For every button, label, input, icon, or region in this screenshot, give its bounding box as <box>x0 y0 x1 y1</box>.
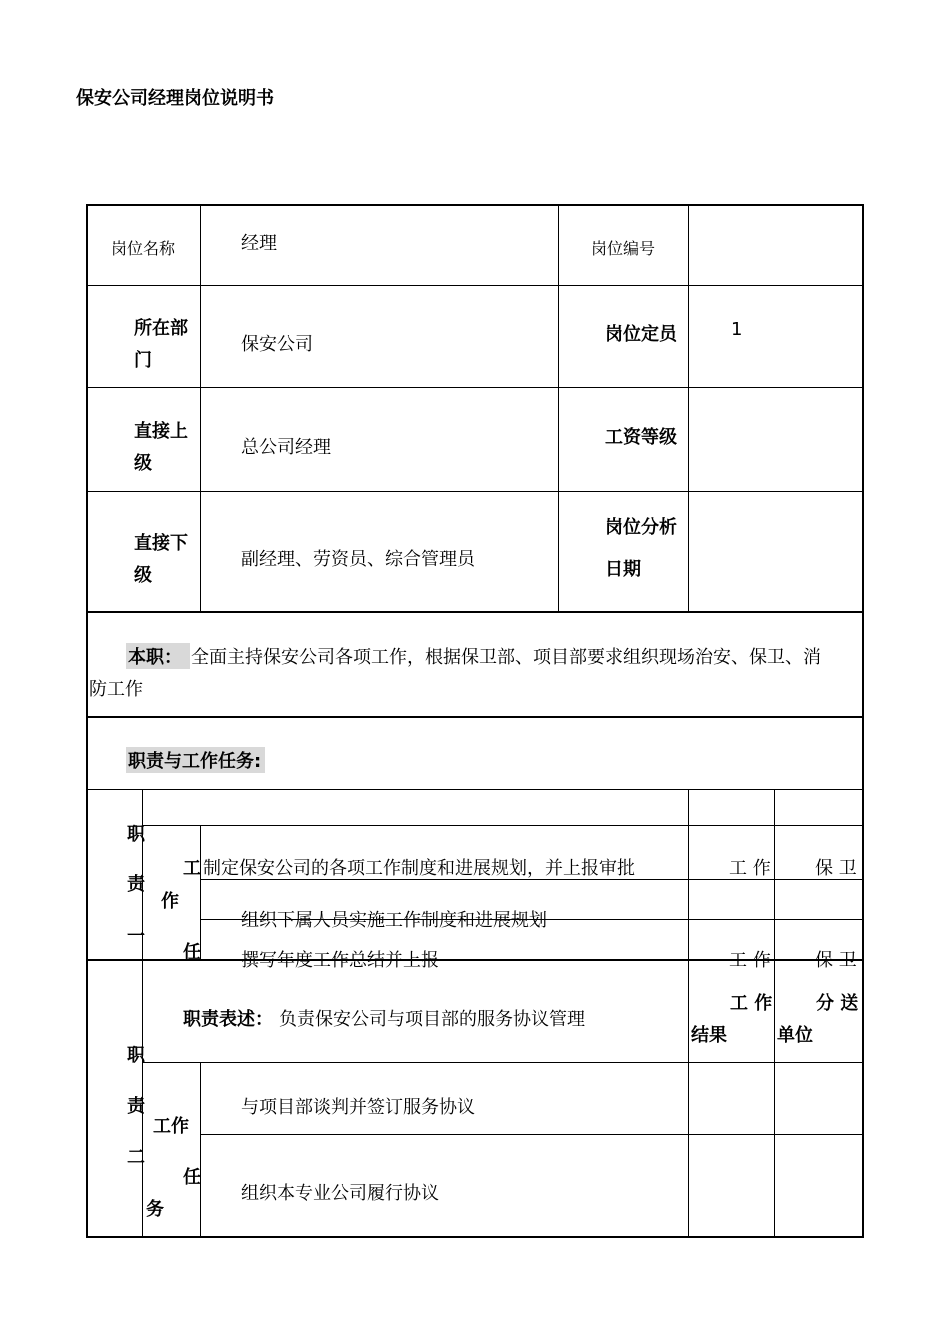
section-one-side-label-2: 责 <box>127 874 145 895</box>
department-label-line2: 门 <box>134 350 152 371</box>
duty-label: 本职： <box>126 643 190 669</box>
department-label-line1: 所在部 <box>134 318 188 339</box>
recipient-header-line1: 分 送 <box>816 993 859 1014</box>
work-result-header-line2: 结果 <box>691 1025 727 1046</box>
section-two-task-1: 与项目部谈判并签订服务协议 <box>241 1097 475 1118</box>
subordinate-label-line1: 直接下 <box>134 533 188 554</box>
subordinate-label-line2: 级 <box>134 565 152 586</box>
tasks-heading: 职责与工作任务: <box>126 747 265 773</box>
analysis-date-label-line1: 岗位分析 <box>605 517 677 538</box>
section-two-side-label-2: 责 <box>127 1096 145 1117</box>
superior-value: 总公司经理 <box>241 437 331 458</box>
section-two-desc-label: 职责表述： <box>183 1009 273 1030</box>
section-two-side-label-3: 二 <box>127 1147 145 1168</box>
section-two-desc-text: 负责保安公司与项目部的服务协议管理 <box>279 1009 585 1030</box>
section-one-task-1-dest: 保 卫 <box>815 858 857 879</box>
section-one-task-1-result: 工 作 <box>729 858 771 879</box>
headcount-label: 岗位定员 <box>605 324 677 345</box>
section-one-work-label-3: 任 <box>183 942 201 963</box>
section-two-work-label-2: 任 <box>183 1167 201 1188</box>
section-one-side-label-3: 一 <box>127 926 145 947</box>
section-one-task-1: 制定保安公司的各项工作制度和进展规划，并上报审批 <box>203 858 635 879</box>
salary-grade-label: 工资等级 <box>605 427 677 448</box>
subordinate-value: 副经理、劳资员、综合管理员 <box>241 549 475 570</box>
work-result-header-line1: 工 作 <box>730 993 773 1014</box>
position-name-label: 岗位名称 <box>111 239 176 258</box>
section-one-task-2: 组织下属人员实施工作制度和进展规划 <box>241 910 547 931</box>
recipient-header-line2: 单位 <box>777 1025 813 1046</box>
section-one-work-label-2: 作 <box>161 891 179 912</box>
position-code-label: 岗位编号 <box>591 239 656 258</box>
department-value: 保安公司 <box>241 334 313 355</box>
section-two-work-label-3: 务 <box>146 1199 164 1220</box>
position-name-value: 经理 <box>241 233 277 254</box>
superior-label-line2: 级 <box>134 453 152 474</box>
section-one <box>87 790 862 971</box>
section-two-side-label-1: 职 <box>127 1045 145 1066</box>
section-one-task-3: 撰写年度工作总结并上报 <box>241 950 439 971</box>
duty-text-line2: 防工作 <box>89 679 143 700</box>
superior-label-line1: 直接上 <box>134 421 188 442</box>
section-one-task-3-result: 工 作 <box>729 950 771 971</box>
section-two-task-2: 组织本专业公司履行协议 <box>241 1183 439 1204</box>
headcount-value: 1 <box>731 319 743 340</box>
section-one-side-label-1: 职 <box>127 824 145 845</box>
section-one-task-3-dest: 保 卫 <box>815 950 857 971</box>
section-two-work-label-1: 工作 <box>153 1116 189 1137</box>
document-title: 保安公司经理岗位说明书 <box>76 88 274 109</box>
section-one-work-label-1: 工 <box>183 858 201 879</box>
analysis-date-label-line2: 日期 <box>605 559 641 580</box>
duty-text-line1: 全面主持保安公司各项工作，根据保卫部、项目部要求组织现场治安、保卫、消 <box>191 647 821 668</box>
